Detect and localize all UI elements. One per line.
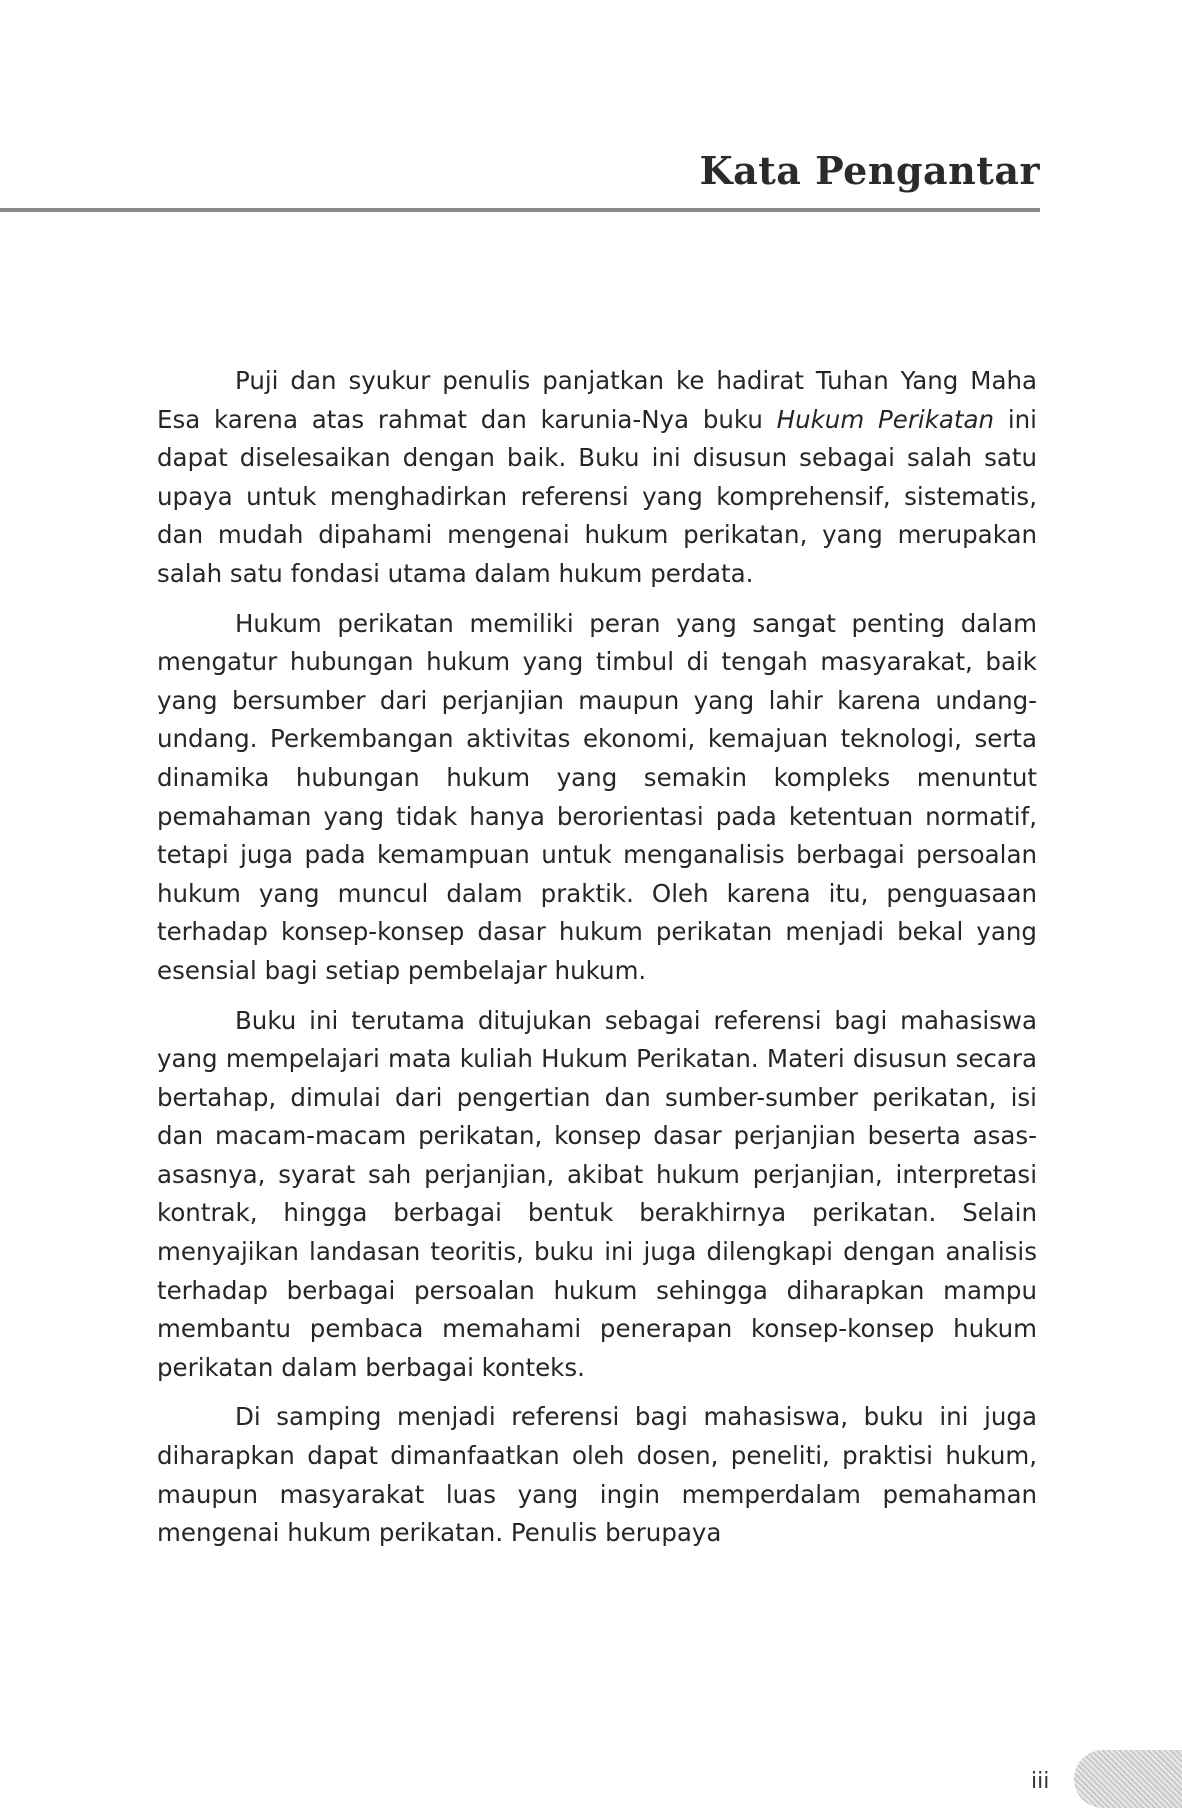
page-number: iii [1031, 1769, 1050, 1794]
paragraph-4: Di samping menjadi referensi bagi mahasiswa, buku ini juga diharapkan dapat dimanfaatkan oleh dosen, peneliti, praktisi hukum, maupun masyarakat luas yang ingin memperdalam pemahaman mengenai hukum perikatan. Penulis berupaya [157, 1402, 1037, 1548]
paragraph-3: Buku ini terutama ditujukan sebagai referensi bagi mahasiswa yang mempelajari mata kuliah Hukum Perikatan. Materi disusun secara bertahap, dimulai dari pengertian dan sumber-sumber perikatan, isi dan macam-macam perikatan, konsep dasar perjanjian beserta asas-asasnya, syarat sah perjanjian, akibat hukum perjanjian, interpretasi kontrak, hingga berbagai bentuk berakhirnya perikatan. Selain menyajikan landasan teoritis, buku ini juga dilengkapi dengan analisis terhadap berbagai persoalan hukum sehingga diharapkan mampu membantu pembaca memahami penerapan konsep-konsep hukum perikatan dalam berbagai konteks. [157, 1005, 1037, 1382]
page-header [0, 0, 1182, 220]
page-tab-decoration [1074, 1750, 1182, 1808]
paragraph-1-text-before: Puji dan syukur penulis panjatkan ke hadirat Tuhan Yang Maha Esa karena atas rahmat dan karunia-Nya buku [157, 366, 1037, 434]
chapter-title: Kata Pengantar [699, 148, 1040, 193]
header-rule [0, 208, 1040, 212]
book-title-italic: Hukum Perikatan [776, 404, 995, 434]
body-text [157, 362, 1037, 1564]
paragraph-2: Hukum perikatan memiliki peran yang sangat penting dalam mengatur hubungan hukum yang timbul di tengah masyarakat, baik yang bersumber dari perjanjian maupun yang lahir karena undang-undang. Perkembangan aktivitas ekonomi, kemajuan teknologi, serta dinamika hubungan hukum yang semakin kompleks menuntut pemahaman yang tidak hanya berorientasi pada ketentuan normatif, tetapi juga pada kemampuan untuk menganalisis berbagai persoalan hukum yang muncul dalam praktik. Oleh karena itu, penguasaan terhadap konsep-konsep dasar hukum perikatan menjadi bekal yang esensial bagi setiap pembelajar hukum. [157, 608, 1037, 985]
paragraph-1-text-after: ini dapat diselesaikan dengan baik. Buku ini disusun sebagai salah satu upaya untuk menghadirkan referensi yang komprehensif, sistematis, dan mudah dipahami mengenai hukum perikatan, yang merupakan salah satu fondasi utama dalam hukum perdata. [157, 404, 1037, 588]
paragraph-1 [157, 362, 1037, 594]
